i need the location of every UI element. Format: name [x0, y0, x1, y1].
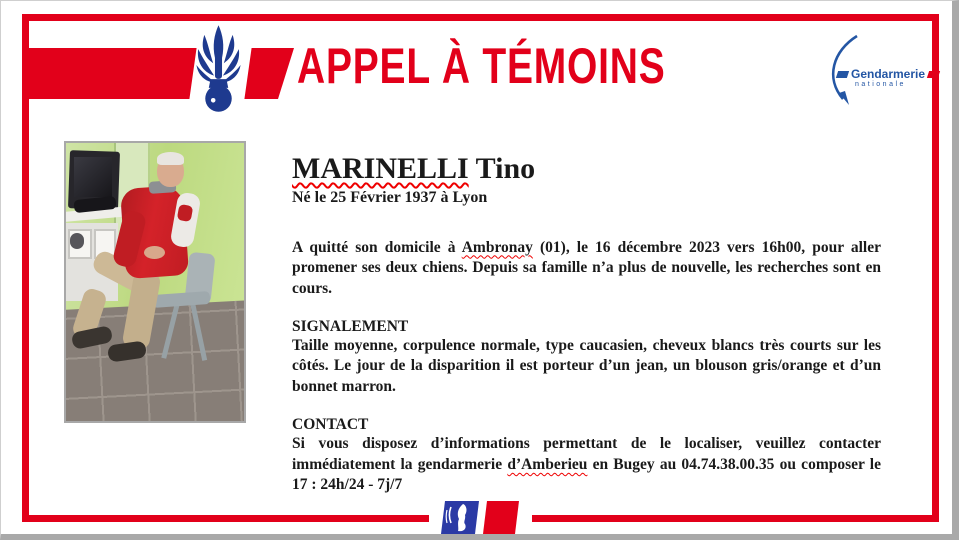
agency-subname: nationale: [855, 81, 906, 88]
frame-top: [22, 14, 939, 21]
person-hands: [144, 246, 165, 259]
logo-blue-parallelogram: [836, 71, 849, 78]
frame-bottom-left: [22, 515, 429, 522]
contact-paragraph: Si vous disposez d’informations permettant de le localiser, veuillez contacter immédiatement la gendarmerie d’Amberieu en Bugey au 04.74.38.00.35 ou composer le 17 : 24h/24 - 7j/7: [292, 435, 881, 494]
gendarmerie-nationale-logo: [821, 33, 931, 113]
signalement-paragraph: Taille moyenne, corpulence normale, type caucasien, cheveux blancs très courts sur les côtés. Le jour de la disparition il est porteur d’un jean, un blouson gris/orange et d’un bonnet marron.: [292, 336, 881, 395]
person-hair: [157, 152, 184, 165]
poster-title: APPEL À TÉMOINS: [297, 38, 666, 94]
frame-right: [932, 14, 939, 522]
banner-band: [22, 48, 294, 99]
disappearance-paragraph: A quitté son domicile à Ambronay (01), le 16 décembre 2023 vers 16h00, pour aller promener ses deux chiens. Depuis sa famille n’a plus de nouvelle, les recherches sont en cours.: [292, 238, 881, 297]
frame-bottom-right: [532, 515, 939, 522]
marianne-tricolor-logo-icon: [435, 500, 523, 535]
missing-person-photo: [64, 141, 246, 423]
missing-person-name: MARINELLI Tino: [292, 152, 536, 185]
logo-red-parallelogram: [927, 71, 940, 78]
gendarmerie-flame-icon: [192, 22, 245, 115]
contact-heading: CONTACT: [292, 416, 369, 434]
signalement-heading: SIGNALEMENT: [292, 317, 409, 335]
birth-info: Né le 25 Février 1937 à Lyon: [292, 188, 488, 206]
agency-name: Gendarmerie: [851, 67, 926, 81]
notice-text: [292, 152, 881, 496]
